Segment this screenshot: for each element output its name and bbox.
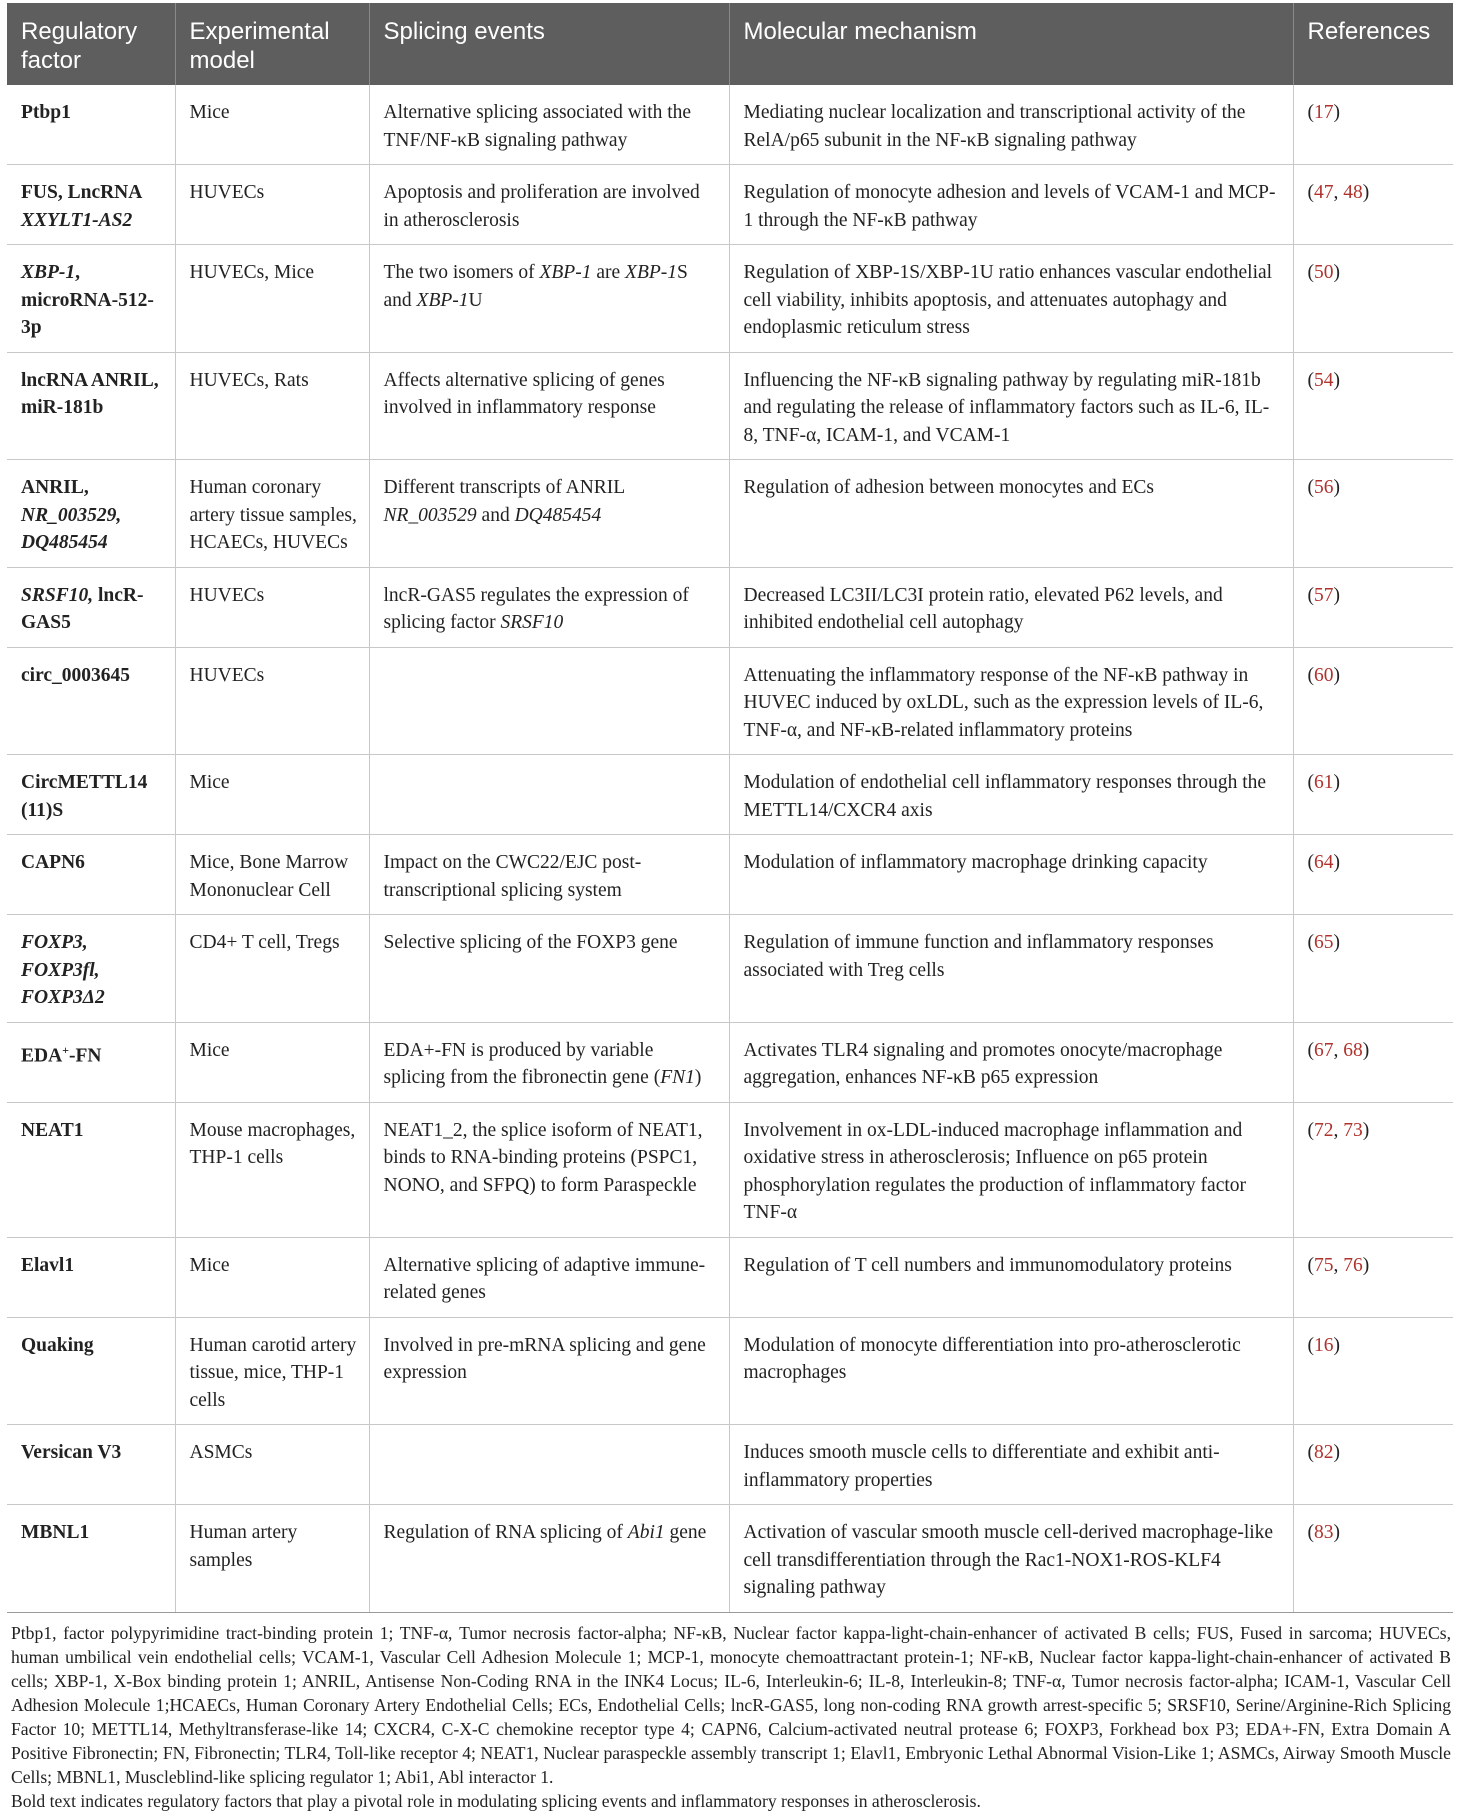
table-row <box>7 1237 1453 1317</box>
reference-link[interactable]: 57 <box>1314 584 1334 606</box>
cell-references: (56) <box>1293 460 1453 568</box>
table-row <box>7 352 1453 460</box>
cell-regulatory-factor: Ptbp1 <box>7 85 175 165</box>
cell-molecular-mechanism: Modulation of monocyte differentiation into pro-atherosclerotic macrophages <box>729 1317 1293 1425</box>
cell-regulatory-factor: EDA+-FN <box>7 1022 175 1102</box>
table-header <box>7 3 1453 85</box>
cell-molecular-mechanism: Regulation of adhesion between monocytes and ECs <box>729 460 1293 568</box>
cell-splicing-events: Alternative splicing associated with the TNF/NF-κB signaling pathway <box>369 85 729 165</box>
table-row <box>7 1022 1453 1102</box>
cell-references: (65) <box>1293 915 1453 1023</box>
cell-references: (57) <box>1293 567 1453 647</box>
cell-experimental-model: HUVECs <box>175 567 369 647</box>
cell-regulatory-factor: CircMETTL14 (11)S <box>7 755 175 835</box>
cell-molecular-mechanism: Modulation of inflammatory macrophage drinking capacity <box>729 835 1293 915</box>
cell-references: (67, 68) <box>1293 1022 1453 1102</box>
reference-link[interactable]: 50 <box>1314 262 1334 283</box>
cell-references: (82) <box>1293 1425 1453 1505</box>
cell-molecular-mechanism: Regulation of XBP-1S/XBP-1U ratio enhances vascular endothelial cell viability, inhibits apoptosis, and attenuates autophagy and endoplasmic reticulum stress <box>729 245 1293 353</box>
cell-experimental-model: HUVECs <box>175 165 369 245</box>
table-row <box>7 835 1453 915</box>
reference-link[interactable]: 68 <box>1343 1039 1363 1061</box>
table-row <box>7 245 1453 353</box>
table-body <box>7 85 1453 1612</box>
bold-text-note: Bold text indicates regulatory factors that play a pivotal role in modulating splicing events and inflammatory responses in atherosclerosis. <box>11 1790 981 1811</box>
cell-references: (60) <box>1293 647 1453 755</box>
cell-splicing-events: Alternative splicing of adaptive immune-related genes <box>369 1237 729 1317</box>
cell-molecular-mechanism: Involvement in ox-LDL-induced macrophage inflammation and oxidative stress in atherosclerosis; Influence on p65 protein phosphorylation regulates the production of inflammatory factor TNF-α <box>729 1102 1293 1237</box>
table-row <box>7 1102 1453 1237</box>
cell-references: (61) <box>1293 755 1453 835</box>
reference-link[interactable]: 17 <box>1314 102 1334 123</box>
cell-regulatory-factor: Elavl1 <box>7 1237 175 1317</box>
table-row <box>7 1425 1453 1505</box>
cell-molecular-mechanism: Influencing the NF-κB signaling pathway by regulating miR-181b and regulating the release of inflammatory factors such as IL-6, IL-8, TNF-α, ICAM-1, and VCAM-1 <box>729 352 1293 460</box>
cell-splicing-events: Involved in pre-mRNA splicing and gene expression <box>369 1317 729 1425</box>
cell-splicing-events: The two isomers of XBP-1 are XBP-1S and XBP-1U <box>369 245 729 353</box>
cell-references: (54) <box>1293 352 1453 460</box>
reference-link[interactable]: 47 <box>1314 182 1334 203</box>
cell-regulatory-factor: XBP-1, microRNA-512-3p <box>7 245 175 353</box>
cell-experimental-model: Mice <box>175 1237 369 1317</box>
cell-splicing-events: EDA+-FN is produced by variable splicing from the fibronectin gene (FN1) <box>369 1022 729 1102</box>
cell-experimental-model: CD4+ T cell, Tregs <box>175 915 369 1023</box>
reference-link[interactable]: 65 <box>1314 932 1334 953</box>
cell-molecular-mechanism: Modulation of endothelial cell inflammatory responses through the METTL14/CXCR4 axis <box>729 755 1293 835</box>
cell-splicing-events <box>369 755 729 835</box>
cell-references: (47, 48) <box>1293 165 1453 245</box>
cell-experimental-model: HUVECs, Rats <box>175 352 369 460</box>
cell-regulatory-factor: circ_0003645 <box>7 647 175 755</box>
cell-splicing-events: Affects alternative splicing of genes involved in inflammatory response <box>369 352 729 460</box>
cell-experimental-model: HUVECs <box>175 647 369 755</box>
cell-experimental-model: Mice <box>175 85 369 165</box>
cell-regulatory-factor: MBNL1 <box>7 1505 175 1613</box>
cell-experimental-model: HUVECs, Mice <box>175 245 369 353</box>
cell-splicing-events <box>369 1425 729 1505</box>
cell-experimental-model: ASMCs <box>175 1425 369 1505</box>
cell-regulatory-factor: FUS, LncRNA XXYLT1-AS2 <box>7 165 175 245</box>
table-row <box>7 1505 1453 1613</box>
cell-regulatory-factor: NEAT1 <box>7 1102 175 1237</box>
reference-link[interactable]: 67 <box>1314 1039 1334 1061</box>
reference-link[interactable]: 60 <box>1314 664 1334 686</box>
cell-experimental-model: Human coronary artery tissue samples, HCAECs, HUVECs <box>175 460 369 568</box>
reference-link[interactable]: 82 <box>1314 1442 1334 1463</box>
cell-regulatory-factor: CAPN6 <box>7 835 175 915</box>
table-row <box>7 460 1453 568</box>
cell-experimental-model: Mouse macrophages, THP-1 cells <box>175 1102 369 1237</box>
table-row <box>7 165 1453 245</box>
cell-regulatory-factor: SRSF10, lncR-GAS5 <box>7 567 175 647</box>
header-references: References <box>1293 3 1453 85</box>
reference-link[interactable]: 64 <box>1314 852 1334 873</box>
cell-experimental-model: Mice <box>175 1022 369 1102</box>
header-experimental-model: Experimental model <box>175 3 369 85</box>
cell-experimental-model: Mice <box>175 755 369 835</box>
regulatory-factors-table <box>7 3 1453 1613</box>
reference-link[interactable]: 54 <box>1314 369 1334 391</box>
cell-splicing-events: Apoptosis and proliferation are involved in atherosclerosis <box>369 165 729 245</box>
cell-experimental-model: Mice, Bone Marrow Mononuclear Cell <box>175 835 369 915</box>
cell-regulatory-factor: Quaking <box>7 1317 175 1425</box>
cell-regulatory-factor: Versican V3 <box>7 1425 175 1505</box>
cell-molecular-mechanism: Activation of vascular smooth muscle cell-derived macrophage-like cell transdifferentiation through the Rac1-NOX1-ROS-KLF4 signaling pathway <box>729 1505 1293 1613</box>
reference-link[interactable]: 48 <box>1343 182 1363 203</box>
reference-link[interactable]: 83 <box>1314 1522 1334 1543</box>
table-row <box>7 1317 1453 1425</box>
header-molecular-mechanism: Molecular mechanism <box>729 3 1293 85</box>
cell-splicing-events: Different transcripts of ANRIL NR_003529 and DQ485454 <box>369 460 729 568</box>
reference-link[interactable]: 73 <box>1343 1119 1363 1141</box>
cell-molecular-mechanism: Regulation of T cell numbers and immunomodulatory proteins <box>729 1237 1293 1317</box>
header-splicing-events: Splicing events <box>369 3 729 85</box>
table-container <box>7 3 1453 1813</box>
cell-experimental-model: Human artery samples <box>175 1505 369 1613</box>
cell-splicing-events: Selective splicing of the FOXP3 gene <box>369 915 729 1023</box>
cell-molecular-mechanism: Induces smooth muscle cells to differentiate and exhibit anti-inflammatory properties <box>729 1425 1293 1505</box>
cell-references: (17) <box>1293 85 1453 165</box>
cell-experimental-model: Human carotid artery tissue, mice, THP-1 cells <box>175 1317 369 1425</box>
reference-link[interactable]: 72 <box>1314 1119 1334 1141</box>
cell-splicing-events: Regulation of RNA splicing of Abi1 gene <box>369 1505 729 1613</box>
cell-regulatory-factor: ANRIL, NR_003529, DQ485454 <box>7 460 175 568</box>
cell-molecular-mechanism: Mediating nuclear localization and transcriptional activity of the RelA/p65 subunit in the NF-κB signaling pathway <box>729 85 1293 165</box>
reference-link[interactable]: 75 <box>1314 1254 1334 1276</box>
reference-link[interactable]: 16 <box>1314 1334 1334 1356</box>
abbreviations-footnote: Ptbp1, factor polypyrimidine tract-binding protein 1; TNF-α, Tumor necrosis factor-alpha; NF-κB, Nuclear factor kappa-light-chain-enhancer of activated B cells; FUS, Fused in sarcoma; HUVECs, human umbilical vein endothelial cells; VCAM-1, Vascular Cell Adhesion Molecule 1; MCP-1, monocyte chemoattractant protein-1; NF-κB, Nuclear factor kappa-light-chain-enhancer of activated B cells; XBP-1, X-Box binding protein 1; ANRIL, Antisense Non-Coding RNA in the INK4 Locus; IL-6, Interleukin-6; IL-8, Interleukin-8; TNF-α, Tumor necrosis factor-alpha; ICAM-1, Vascular Cell Adhesion Molecule 1;HCAECs, Human Coronary Artery Endothelial Cells; ECs, Endothelial Cells; lncR-GAS5, long non-coding RNA growth arrest-specific 5; SRSF10, Serine/Arginine-Rich Splicing Factor 10; METTL14, Methyltransferase-like 14; CXCR4, C-X-C chemokine receptor type 4; CAPN6, Calcium-activated neutral protease 6; FOXP3, Forkhead box P3; EDA+-FN, Extra Domain A Positive Fibronectin; FN, Fibronectin; TLR4, Toll-like receptor 4; NEAT1, Nuclear paraspeckle assembly transcript 1; Elavl1, Embryonic Lethal Abnormal Vision-Like 1; ASMCs, Airway Smooth Muscle Cells; MBNL1, Muscleblind-like splicing regulator 1; Abi1, Abl interactor 1. <box>11 1622 1451 1787</box>
cell-regulatory-factor: lncRNA ANRIL, miR-181b <box>7 352 175 460</box>
cell-molecular-mechanism: Regulation of immune function and inflammatory responses associated with Treg cells <box>729 915 1293 1023</box>
cell-molecular-mechanism: Attenuating the inflammatory response of the NF-κB pathway in HUVEC induced by oxLDL, such as the expression levels of IL-6, TNF-α, and NF-κB-related inflammatory proteins <box>729 647 1293 755</box>
cell-molecular-mechanism: Regulation of monocyte adhesion and levels of VCAM-1 and MCP-1 through the NF-κB pathway <box>729 165 1293 245</box>
reference-link[interactable]: 76 <box>1343 1254 1363 1276</box>
cell-splicing-events: NEAT1_2, the splice isoform of NEAT1, binds to RNA-binding proteins (PSPC1, NONO, and SFPQ) to form Paraspeckle <box>369 1102 729 1237</box>
cell-splicing-events <box>369 647 729 755</box>
cell-references: (16) <box>1293 1317 1453 1425</box>
table-row <box>7 915 1453 1023</box>
table-row <box>7 647 1453 755</box>
cell-references: (64) <box>1293 835 1453 915</box>
cell-regulatory-factor: FOXP3, FOXP3fl, FOXP3Δ2 <box>7 915 175 1023</box>
table-row <box>7 755 1453 835</box>
header-regulatory-factor: Regulatory factor <box>7 3 175 85</box>
cell-splicing-events: Impact on the CWC22/EJC post-transcriptional splicing system <box>369 835 729 915</box>
cell-splicing-events: lncR-GAS5 regulates the expression of splicing factor SRSF10 <box>369 567 729 647</box>
table-row <box>7 567 1453 647</box>
cell-references: (83) <box>1293 1505 1453 1613</box>
cell-references: (72, 73) <box>1293 1102 1453 1237</box>
reference-link[interactable]: 61 <box>1314 772 1334 793</box>
cell-references: (50) <box>1293 245 1453 353</box>
reference-link[interactable]: 56 <box>1314 477 1334 498</box>
cell-molecular-mechanism: Decreased LC3II/LC3I protein ratio, elevated P62 levels, and inhibited endothelial cell autophagy <box>729 567 1293 647</box>
cell-references: (75, 76) <box>1293 1237 1453 1317</box>
cell-molecular-mechanism: Activates TLR4 signaling and promotes onocyte/macrophage aggregation, enhances NF-κB p65 expression <box>729 1022 1293 1102</box>
table-row <box>7 85 1453 165</box>
